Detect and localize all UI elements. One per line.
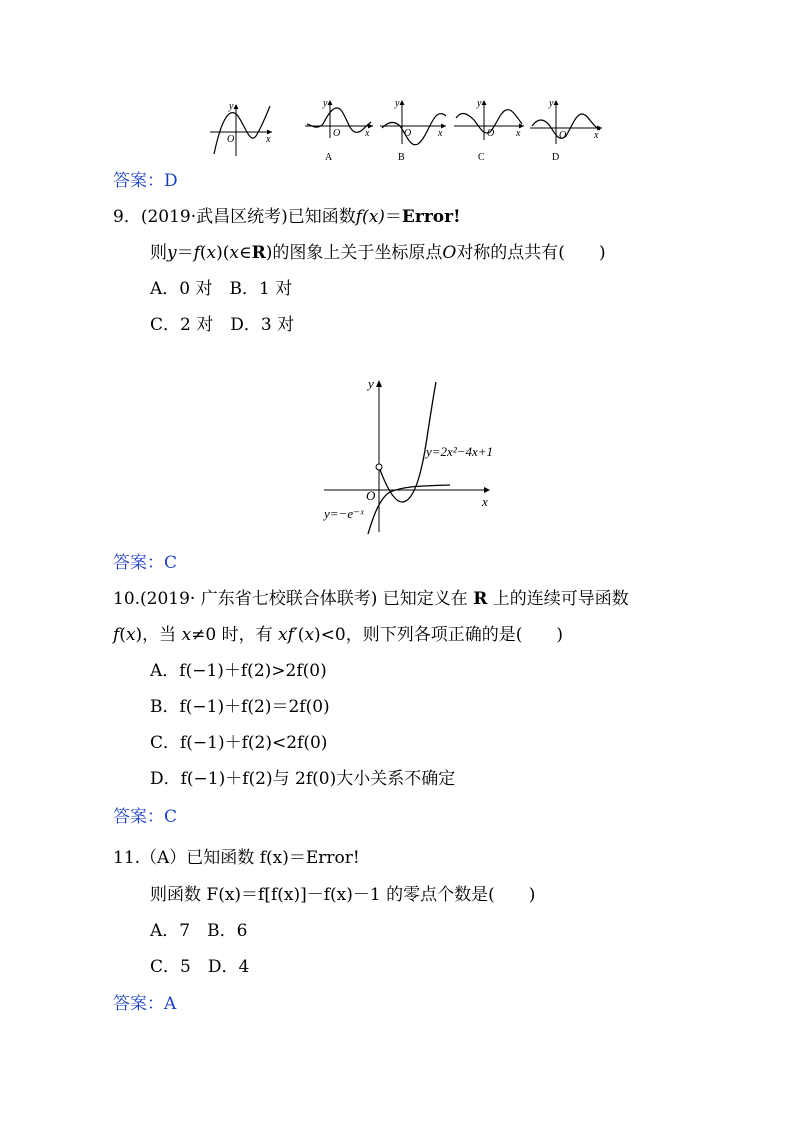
q10-line1	[113, 588, 629, 610]
answer-value: C	[164, 807, 178, 827]
q10-option-a: A．f(−1)＋f(2)>2f(0)	[150, 661, 327, 681]
option-c-y-label: y	[477, 98, 482, 109]
option-d-y-label: y	[549, 98, 554, 109]
q10-text-b: 上的连续可导函数	[487, 589, 629, 609]
error-text: Error!	[401, 207, 461, 227]
option-graph-d	[530, 98, 602, 163]
option-a-letter: A	[325, 152, 333, 163]
q10-var-f: f	[113, 625, 120, 645]
q9-options-cd: C．2 对 D．3 对	[150, 315, 295, 335]
q9-text-e: ∈	[239, 243, 252, 263]
option-a-x-label: x	[365, 128, 370, 139]
mid-x-label: x	[482, 494, 488, 509]
q10-text-c2: ≠0 时，有	[191, 625, 279, 645]
q10-var-xf: xf′	[278, 625, 298, 645]
q9-text-a: 则	[150, 243, 167, 263]
q9-set-R: R	[251, 243, 266, 263]
q9-text-h: 对称的点共有( )	[456, 243, 606, 263]
answer-label: 答案：	[113, 553, 164, 573]
q11-options-ab: A．7 B．6	[150, 921, 248, 941]
q10-var-x2: x	[181, 625, 192, 645]
q11-line2: 则函数 F(x)＝f[f(x)]－f(x)－1 的零点个数是( )	[150, 885, 536, 905]
q11-line1: 11.（A）已知函数 f(x)＝Error!	[113, 848, 360, 868]
q10-var-x3: x	[304, 625, 315, 645]
answer-q8	[113, 170, 178, 192]
answer-value: C	[164, 553, 178, 573]
q10-text-a: 10.(2019· 广东省七校联合体联考) 已知定义在	[113, 589, 474, 609]
option-b-letter: B	[398, 152, 405, 163]
main-graph	[210, 101, 272, 156]
option-b-y-label: y	[395, 98, 400, 109]
answer-label: 答案：	[113, 994, 164, 1014]
main-o-label: O	[227, 134, 235, 145]
q9-options-ab: A．0 对 B．1 对	[150, 279, 293, 299]
option-b-o-label: O	[404, 128, 412, 139]
option-b-x-label: x	[438, 128, 443, 139]
q9-text-c: (	[199, 243, 207, 263]
option-d-x-label: x	[594, 130, 599, 141]
q9-line1	[113, 206, 461, 228]
q9-var-f: f	[193, 243, 200, 263]
q9-var-x: x	[206, 243, 217, 263]
option-c-o-label: O	[487, 128, 495, 139]
q10-text-d2: (	[297, 625, 305, 645]
answer-label: 答案：	[113, 171, 164, 191]
answer-value: D	[164, 171, 178, 191]
option-graph-c	[454, 98, 524, 163]
q9-var-x2: x	[229, 243, 239, 263]
mid-y-label: y	[368, 376, 374, 391]
answer-q11	[113, 993, 176, 1015]
answer-label: 答案：	[113, 807, 164, 827]
q10-var-x: x	[125, 625, 136, 645]
q9-var-y: y	[167, 243, 177, 263]
main-y-label: y	[229, 101, 234, 112]
q10-line2	[113, 624, 563, 646]
curve1-label: y=2x²−4x+1	[426, 444, 494, 459]
q10-option-c: C．f(−1)＋f(2)<2f(0)	[150, 733, 328, 753]
main-x-label: x	[266, 134, 271, 145]
mid-o-label: O	[366, 488, 376, 503]
q9-line2	[150, 242, 606, 264]
q10-option-b: B．f(−1)＋f(2)＝2f(0)	[150, 697, 330, 717]
q10-text-b2: )，当	[135, 625, 182, 645]
q9-text-b: ＝	[176, 243, 194, 263]
answer-value: A	[164, 994, 177, 1014]
q9-var-O: O	[442, 243, 457, 263]
equals-sign: ＝	[384, 207, 402, 227]
top-figure-row	[200, 96, 610, 164]
answer-q9	[113, 552, 177, 574]
middle-figure	[320, 374, 510, 536]
option-d-o-label: O	[559, 130, 567, 141]
q10-text-a2: (	[119, 625, 126, 645]
question-number: 9．	[113, 207, 141, 227]
option-graph-a	[305, 98, 373, 163]
q9-text-d: )(	[216, 243, 230, 263]
q10-set-R: R	[473, 589, 488, 609]
q11-options-cd: C．5 D．4	[150, 957, 250, 977]
q10-text-e2: )<0，则下列各项正确的是( )	[314, 625, 563, 645]
option-c-x-label: x	[516, 128, 521, 139]
curve2-label: y=−e⁻ˣ	[324, 506, 364, 521]
q9-text-g: )的图象上关于坐标原点	[265, 243, 443, 263]
option-graph-b	[380, 98, 446, 163]
option-a-o-label: O	[333, 128, 341, 139]
option-d-letter: D	[552, 152, 560, 163]
function-fx: f(x)	[355, 207, 385, 227]
answer-q10	[113, 806, 177, 828]
option-c-letter: C	[478, 152, 485, 163]
option-a-y-label: y	[323, 98, 328, 109]
question-source: (2019·武昌区统考)已知函数	[140, 207, 356, 227]
q10-option-d: D．f(−1)＋f(2)与 2f(0)大小关系不确定	[150, 769, 456, 789]
